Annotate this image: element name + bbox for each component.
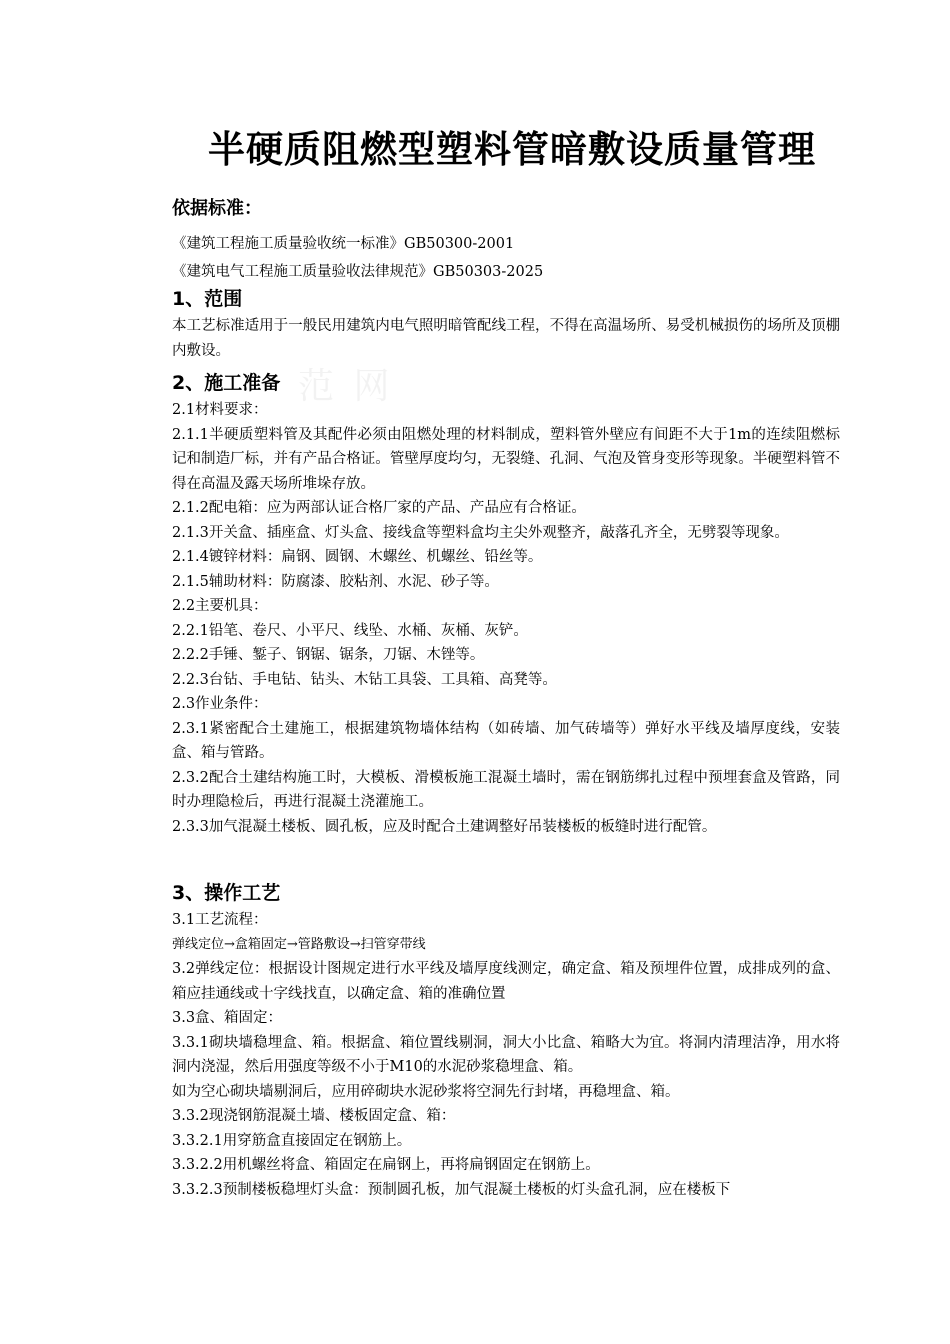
- section-operation: [172, 878, 840, 1202]
- paragraph: 3.3.2.3预制楼板稳埋灯头盒：预制圆孔板，加气混凝土楼板的灯头盒孔洞，应在楼板下: [172, 1181, 731, 1198]
- paragraph: 如为空心砌块墙剔洞后，应用碎砌块水泥砂浆将空洞先行封堵，再稳埋盒、箱。: [172, 1083, 680, 1100]
- reference-item: 《建筑电气工程施工质量验收法律规范》GB50303-2025: [172, 264, 544, 280]
- paragraph: 2.3.3加气混凝土楼板、圆孔板，应及时配合土建调整好吊装楼板的板缝时进行配管。: [172, 818, 717, 835]
- paragraph: 3.3.2现浇钢筋混凝土墙、楼板固定盒、箱：: [172, 1108, 456, 1124]
- section-heading: 3、操作工艺: [172, 882, 281, 904]
- section-scope: [172, 284, 840, 363]
- basis-label: 依据标准：: [172, 198, 262, 219]
- section-heading: 2、施工准备: [172, 372, 281, 394]
- paragraph: 2.3.2配合土建结构施工时，大模板、滑模板施工混凝土墙时，需在钢筋绑扎过程中预埋套盒及管路，同时办理隐检后，再进行混凝土浇灌施工。: [172, 769, 840, 810]
- section-preparation: [172, 368, 840, 839]
- paragraph: 3.3.2.2用机螺丝将盒、箱固定在扁钢上，再将扁钢固定在钢筋上。: [172, 1157, 600, 1173]
- paragraph: 2.1.2配电箱：应为两部认证合格厂家的产品、产品应有合格证。: [172, 500, 586, 516]
- paragraph: 2.2主要机具：: [172, 598, 268, 614]
- paragraph: 2.1.4镀锌材料：扁钢、圆钢、木螺丝、机螺丝、铅丝等。: [172, 549, 543, 565]
- reference-item: 《建筑工程施工质量验收统一标准》GB50300-2001: [172, 236, 515, 252]
- paragraph: 3.3盒、箱固定：: [172, 1010, 283, 1026]
- paragraph: 2.2.2手锤、錾子、钢锯、锯条，刀锯、木锉等。: [172, 647, 485, 663]
- paragraph: 2.1材料要求：: [172, 402, 268, 418]
- paragraph: 3.3.1砌块墙稳埋盒、箱。根据盒、箱位置线剔洞，洞大小比盒、箱略大为宜。将洞内清理洁净，用水将洞内浇湿，然后用强度等级不小于M10的水泥砂浆稳埋盒、箱。: [172, 1034, 840, 1075]
- paragraph: 3.1工艺流程：: [172, 912, 268, 928]
- paragraph: 3.2弹线定位：根据设计图规定进行水平线及墙厚度线测定，确定盒、箱及预埋件位置，成排成列的盒、箱应挂通线或十字线找直，以确定盒、箱的准确位置: [172, 961, 840, 1002]
- paragraph: 2.1.1半硬质塑料管及其配件必须由阻燃处理的材料制成，塑料管外壁应有间距不大于1m的连续阻燃标记和制造厂标，并有产品合格证。管壁厚度均匀，无裂缝、孔洞、气泡及管身变形等现象。半硬塑料管不得在高温及露天场所堆垛存放。: [172, 426, 840, 492]
- paragraph: 2.3作业条件：: [172, 696, 268, 712]
- document-title: 半硬质阻燃型塑料管暗敷设质量管理: [208, 128, 816, 171]
- paragraph: 2.3.1紧密配合土建施工，根据建筑物墙体结构（如砖墙、加气砖墙等）弹好水平线及墙厚度线，安装盒、箱与管路。: [172, 720, 840, 761]
- watermark: 范 网: [298, 366, 394, 407]
- paragraph: 2.1.5辅助材料：防腐漆、胶粘剂、水泥、砂子等。: [172, 573, 499, 590]
- reference-list: [172, 230, 543, 286]
- section-heading: 1、范围: [172, 288, 243, 310]
- paragraph: 本工艺标准适用于一般民用建筑内电气照明暗管配线工程，不得在高温场所、易受机械损伤的场所及顶棚内敷设。: [172, 318, 840, 359]
- paragraph: 2.2.3台钻、手电钻、钻头、木钻工具袋、工具箱、高凳等。: [172, 671, 557, 688]
- paragraph: 3.3.2.1用穿筋盒直接固定在钢筋上。: [172, 1132, 412, 1149]
- paragraph: 2.1.3开关盒、插座盒、灯头盒、接线盒等塑料盒均主尖外观整齐，敲落孔齐全，无劈裂等现象。: [172, 524, 789, 541]
- paragraph: 2.2.1铅笔、卷尺、小平尺、线坠、水桶、灰桶、灰铲。: [172, 622, 528, 639]
- process-flow: 弹线定位→盒箱固定→管路敷设→扫管穿带线: [172, 936, 426, 952]
